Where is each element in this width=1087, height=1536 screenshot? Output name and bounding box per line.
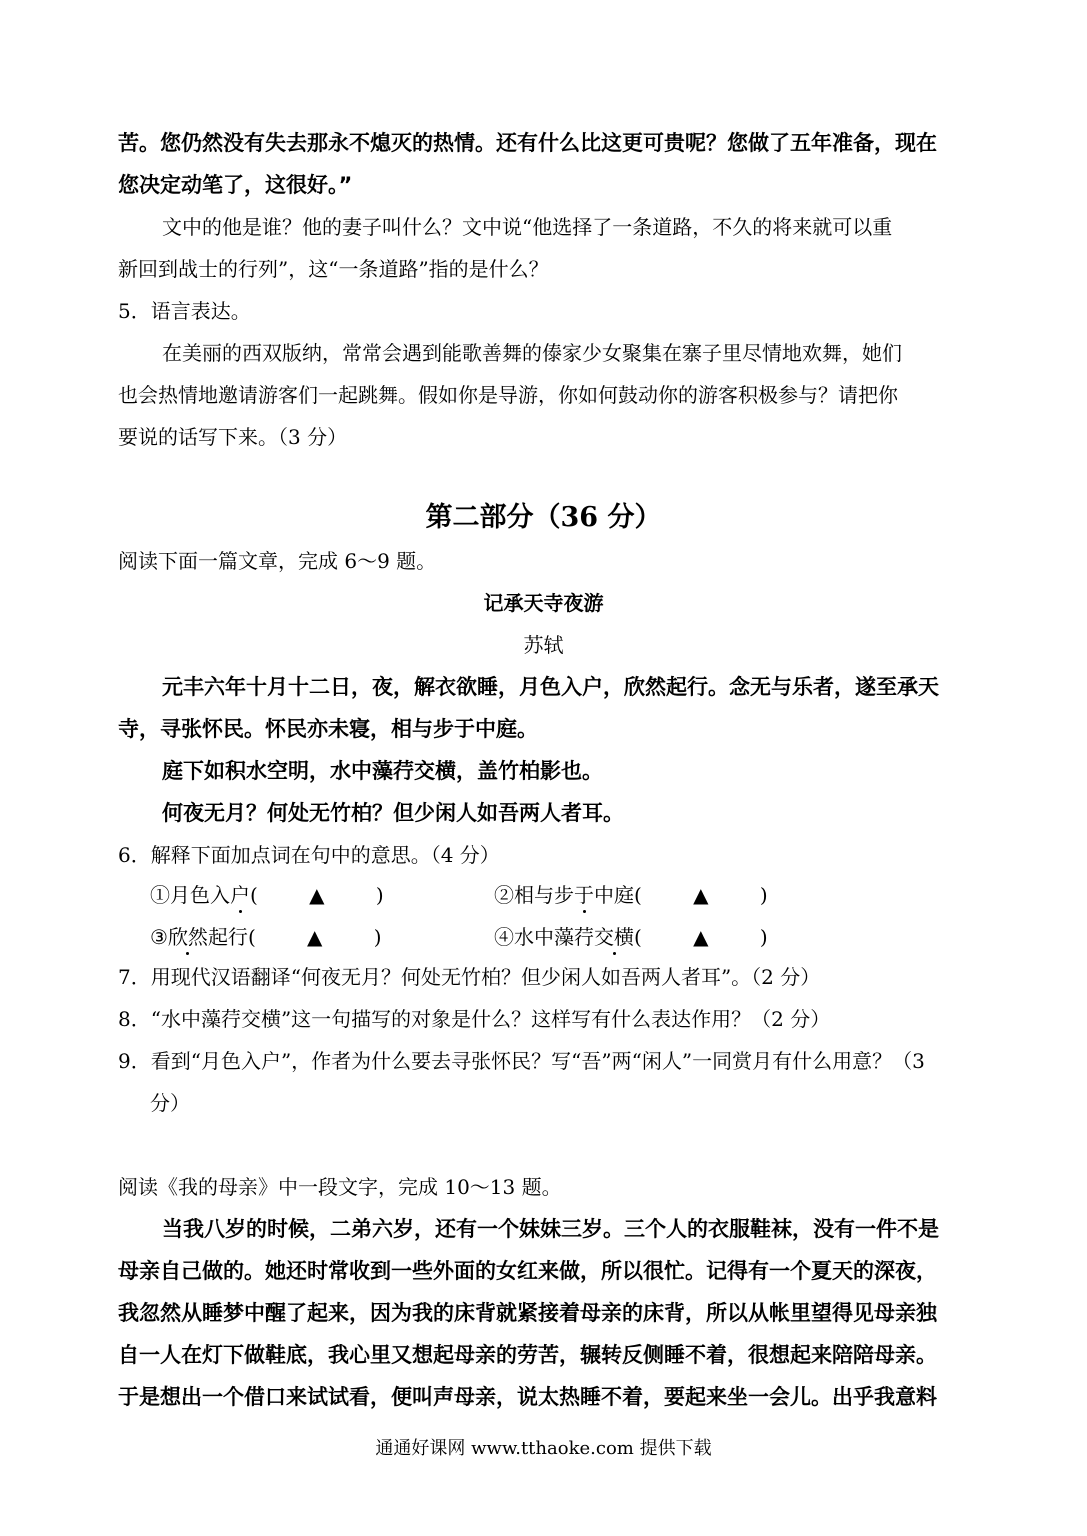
mother-passage-line-3: 我忽然从睡梦中醒了起来，因为我的床背就紧接着母亲的床背，所以从帐里望得见母亲独 — [118, 1301, 937, 1325]
question-5-line-2: 也会热情地邀请游客们一起跳舞。假如你是导游，你如何鼓动你的游客积极参与？请把你 — [118, 383, 898, 407]
passage-line-1: 元丰六年十月十二日，夜，解衣欲睡，月色入户，欣然起行。念无与乐者，遂至承天 — [162, 675, 939, 699]
q6-answer-marker: ▲ — [693, 883, 709, 907]
q6-option-2-dotted-word: 于 — [574, 880, 594, 910]
question-9-line-2: 分） — [150, 1091, 190, 1115]
section-3-intro: 阅读《我的母亲》中一段文字，完成 10～13 题。 — [118, 1175, 562, 1199]
mother-passage-line-1: 当我八岁的时候，二弟六岁，还有一个妹妹三岁。三个人的衣服鞋袜，没有一件不是 — [162, 1217, 939, 1241]
q6-option-1-dotted-word: 户 — [230, 880, 250, 910]
section-2-intro: 阅读下面一篇文章，完成 6～9 题。 — [118, 549, 437, 573]
page-footer: 通通好课网 www.tthaoke.com 提供下载 — [375, 1438, 712, 1459]
question-4-line-1: 文中的他是谁？他的妻子叫什么？文中说“他选择了一条道路，不久的将来就可以重 — [162, 215, 893, 239]
question-8: 8．“水中藻荇交横”这一句描写的对象是什么？这样写有什么表达作用？（2 分） — [118, 1007, 831, 1031]
q6-answer-marker: ▲ — [307, 925, 323, 949]
mother-passage-line-4: 自一人在灯下做鞋底，我心里又想起母亲的劳苦，辗转反侧睡不着，很想起来陪陪母亲。 — [118, 1343, 937, 1367]
question-6-stem: 6．解释下面加点词在句中的意思。（4 分） — [118, 843, 500, 867]
q6-option-4-text: ④水中藻荇 — [494, 925, 594, 949]
q6-option-3-text: ③ — [150, 925, 168, 949]
passage-line-2: 寺，寻张怀民。怀民亦未寝，相与步于中庭。 — [118, 717, 538, 741]
q6-answer-marker: ▲ — [309, 883, 325, 907]
question-5-label: 5．语言表达。 — [118, 299, 251, 323]
q6-option-2-text: ②相与步 — [494, 883, 574, 907]
passage-author: 苏轼 — [523, 633, 564, 657]
q6-option-3-dotted-word: 欣然 — [168, 922, 208, 952]
question-5-line-1: 在美丽的西双版纳，常常会遇到能歌善舞的傣家少女聚集在寨子里尽情地欢舞，她们 — [162, 341, 902, 365]
q6-option-3: ③欣然起行( ▲ ) — [150, 922, 382, 952]
question-7: 7．用现代汉语翻译“何夜无月？何处无竹柏？但少闲人如吾两人者耳”。（2 分） — [118, 965, 821, 989]
q6-option-4-dotted-word: 交横 — [594, 922, 634, 952]
question-9-line-1: 9．看到“月色入户”，作者为什么要去寻张怀民？写“吾”两“闲人”一同赏月有什么用意？（3 — [118, 1049, 925, 1073]
question-4-line-2: 新回到战士的行列”，这“一条道路”指的是什么？ — [118, 257, 549, 281]
passage-line-4: 何夜无月？何处无竹柏？但少闲人如吾两人者耳。 — [162, 801, 624, 825]
passage-title: 记承天寺夜游 — [483, 591, 604, 615]
section-2-heading: 第二部分（36 分） — [425, 502, 662, 533]
mother-passage-line-5: 于是想出一个借口来试试看，便叫声母亲，说太热睡不着，要起来坐一会儿。出乎我意料 — [118, 1385, 937, 1409]
passage-line-3: 庭下如积水空明，水中藻荇交横，盖竹柏影也。 — [162, 759, 603, 783]
q6-option-4: ④水中藻荇交横( ▲ ) — [494, 922, 768, 952]
q6-option-2-text-end: 中庭 — [594, 883, 634, 907]
text-line-1: 苦。您仍然没有失去那永不熄灭的热情。还有什么比这更可贵呢？您做了五年准备，现在 — [118, 131, 937, 155]
q6-answer-marker: ▲ — [693, 925, 709, 949]
q6-option-1-text: ①月色入 — [150, 883, 230, 907]
text-line-2: 您决定动笔了，这很好。” — [118, 173, 353, 197]
mother-passage-line-2: 母亲自己做的。她还时常收到一些外面的女红来做，所以很忙。记得有一个夏天的深夜， — [118, 1259, 937, 1283]
q6-option-2: ②相与步于中庭( ▲ ) — [494, 880, 768, 910]
q6-option-1: ①月色入户( ▲ ) — [150, 880, 384, 910]
question-5-line-3: 要说的话写下来。（3 分） — [118, 425, 348, 449]
q6-option-3-text-end: 起行 — [207, 925, 248, 949]
